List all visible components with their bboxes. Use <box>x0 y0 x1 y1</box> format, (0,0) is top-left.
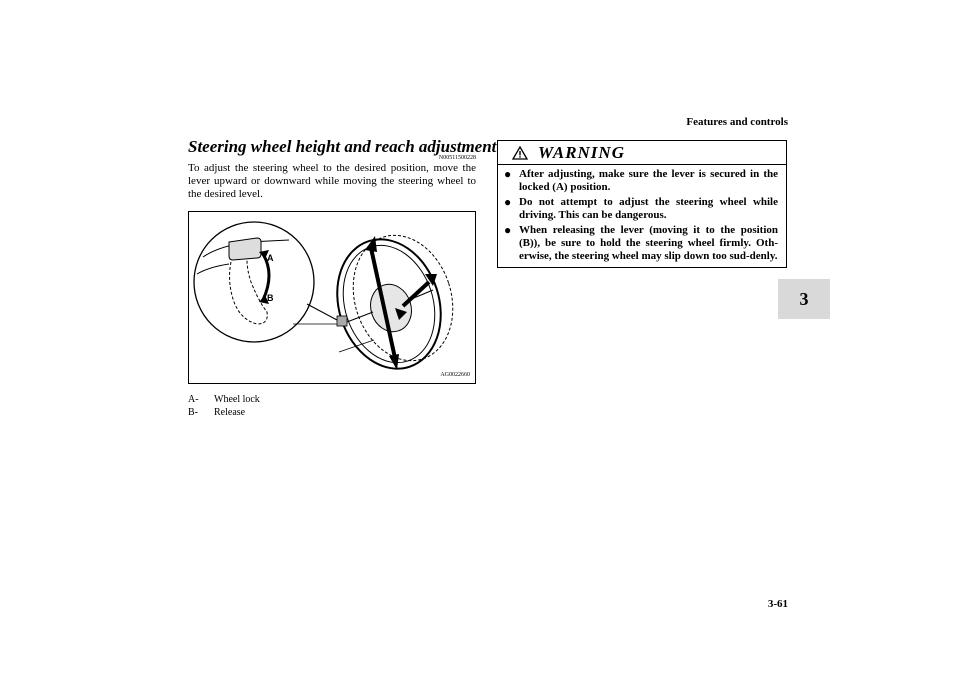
warning-title: WARNING <box>538 142 625 162</box>
steering-column <box>337 316 347 326</box>
warning-header <box>498 141 786 165</box>
warning-text: Do not attempt to adjust the steering wheel while driving. This can be dangerous. <box>519 196 778 221</box>
warning-box <box>497 140 787 268</box>
label-b: B <box>267 293 274 303</box>
legend-item <box>188 406 260 419</box>
warning-list <box>498 165 786 263</box>
steering-adjustment-figure <box>188 211 476 384</box>
article-title: Steering wheel height and reach adjustment <box>188 137 497 156</box>
steering-illustration <box>189 212 475 383</box>
bullet-icon: ● <box>504 195 512 209</box>
warning-text: When releasing the lever (moving it to the position (B)), be sure to hold the steering wheel firmly. Oth-erwise, the steering wheel may slip down too sud-denly. <box>519 224 778 262</box>
warning-item <box>504 168 778 194</box>
bullet-icon: ● <box>504 167 512 181</box>
legend-text: Wheel lock <box>214 394 260 405</box>
lever-icon <box>229 238 261 260</box>
warning-item <box>504 224 778 263</box>
warning-item <box>504 196 778 222</box>
warning-triangle-icon <box>512 146 528 160</box>
legend-key: B- <box>188 407 198 418</box>
page-number: 3-61 <box>767 598 788 610</box>
section-header: Features and controls <box>686 116 788 128</box>
figure-code: AG0022660 <box>440 372 470 378</box>
reach-arrow-icon <box>403 282 429 306</box>
figure-legend <box>188 393 260 419</box>
chapter-number: 3 <box>799 288 809 309</box>
legend-item <box>188 393 260 406</box>
legend-key: A- <box>188 394 199 405</box>
label-a: A <box>267 253 274 263</box>
article-code: N00511500228 <box>438 155 476 161</box>
legend-text: Release <box>214 407 246 418</box>
wheel-hub <box>365 279 418 337</box>
chapter-tab <box>778 279 830 319</box>
bullet-icon: ● <box>504 223 512 237</box>
lever-path-dashed <box>230 260 268 324</box>
article-intro: To adjust the steering wheel to the desired position, move the lever upward or downward while moving the steering wheel to the desired level. <box>188 162 476 200</box>
warning-text: After adjusting, make sure the lever is secured in the locked (A) position. <box>519 168 778 193</box>
